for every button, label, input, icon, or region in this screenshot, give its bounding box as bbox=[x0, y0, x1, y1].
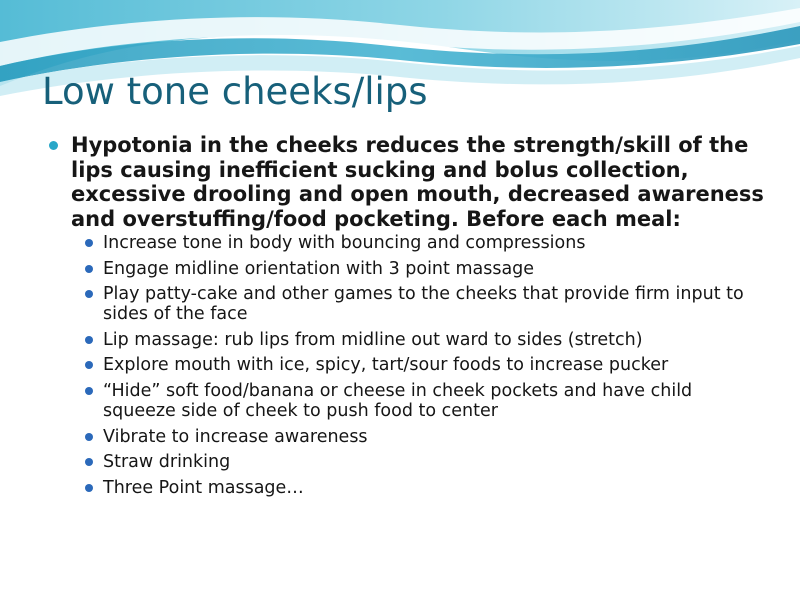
sub-bullet-dot-icon bbox=[85, 361, 93, 369]
sub-bullet-dot-icon bbox=[85, 387, 93, 395]
sub-bullet-text: Lip massage: rub lips from midline out ward to sides (stretch) bbox=[103, 329, 643, 350]
sub-bullet-item bbox=[48, 284, 768, 324]
sub-bullet-dot-icon bbox=[85, 290, 93, 298]
sub-bullet-text: Engage midline orientation with 3 point massage bbox=[103, 258, 535, 279]
sub-bullet-text: “Hide” soft food/banana or cheese in cheek pockets and have child squeeze side of cheek to push food to center bbox=[103, 380, 693, 421]
sub-bullet-text: Three Point massage… bbox=[103, 477, 304, 498]
sub-bullet-text: Increase tone in body with bouncing and compressions bbox=[103, 233, 586, 253]
sub-bullet-dot-icon bbox=[85, 336, 93, 344]
sub-bullet-dot-icon bbox=[85, 458, 93, 466]
sub-bullet-text: Straw drinking bbox=[103, 452, 231, 473]
sub-bullet-item bbox=[48, 478, 768, 498]
sub-bullet-text: Explore mouth with ice, spicy, tart/sour foods to increase pucker bbox=[103, 355, 669, 376]
sub-bullet-list bbox=[48, 233, 768, 498]
sub-bullet-item bbox=[48, 427, 768, 447]
main-bullet bbox=[48, 133, 768, 231]
sub-bullet-dot-icon bbox=[85, 239, 93, 247]
slide-title: Low tone cheeks/lips bbox=[42, 70, 428, 113]
sub-bullet-dot-icon bbox=[85, 265, 93, 273]
main-bullet-dot-icon bbox=[49, 141, 58, 150]
sub-bullet-item bbox=[48, 355, 768, 375]
bullet-content bbox=[48, 133, 768, 503]
sub-bullet-text: Vibrate to increase awareness bbox=[103, 426, 368, 447]
sub-bullet-dot-icon bbox=[85, 484, 93, 492]
sub-bullet-item bbox=[48, 259, 768, 279]
main-bullet-text: Hypotonia in the cheeks reduces the strength/skill of the lips causing inefficient sucking and bolus collection, excessive drooling and open mouth, decreased awareness and overstuffing/food pocketing. Before each meal: bbox=[71, 133, 764, 231]
sub-bullet-text: Play patty-cake and other games to the cheeks that provide firm input to sides of the face bbox=[103, 284, 744, 325]
sub-bullet-dot-icon bbox=[85, 433, 93, 441]
sub-bullet-item bbox=[48, 330, 768, 350]
sub-bullet-item bbox=[48, 452, 768, 472]
sub-bullet-item bbox=[48, 381, 768, 421]
sub-bullet-item bbox=[48, 233, 768, 253]
